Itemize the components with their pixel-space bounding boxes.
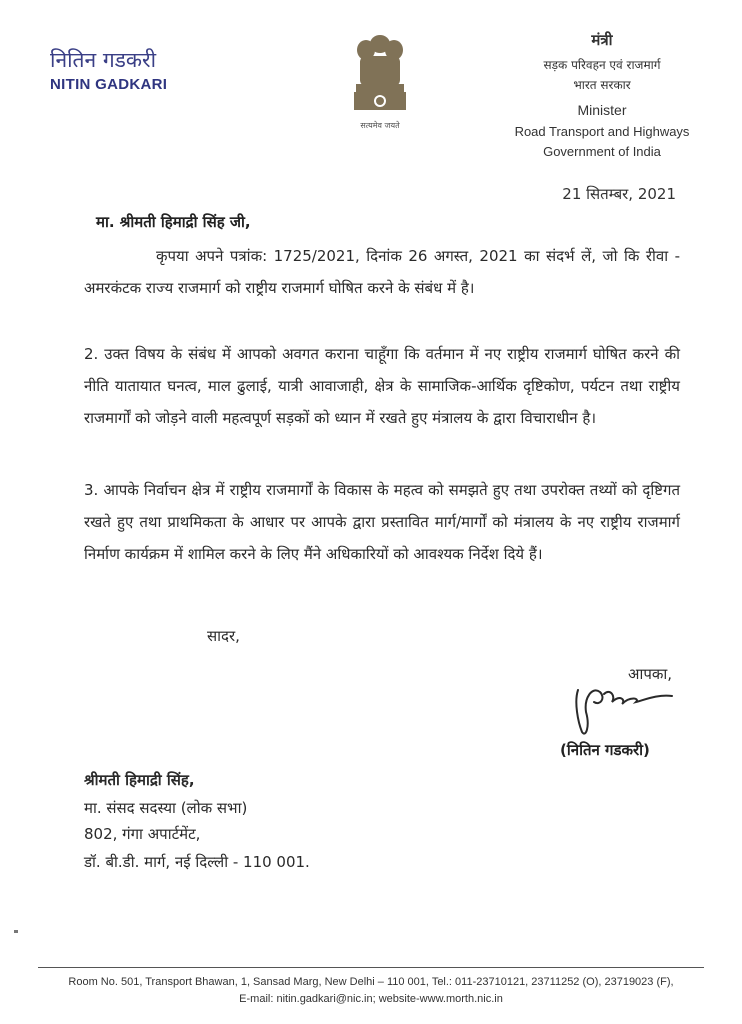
title-hindi: मंत्री (591, 31, 613, 49)
government-english: Government of India (543, 144, 661, 159)
closing: सादर, (207, 627, 240, 645)
salutation: मा. श्रीमती हिमाद्री सिंह जी, (96, 213, 251, 231)
paragraph-3: 3. आपके निर्वाचन क्षेत्र में राष्ट्रीय राजमार्गों के विकास के महत्व को समझते हुए तथा उपरोक्त तथ्यों को दृष्टिगत रखते हुए तथा प्राथमिकता के आधार पर आपके द्वारा प्रस्तावित मार्ग/मार्गों को मंत्रालय के नए राष्ट्रीय राजमार्ग निर्माण कार्यक्रम में शामिल करने के लिए मैंने अधिकारियों को आवश्यक निर्देश दिये हैं। (84, 481, 680, 563)
scan-mark (14, 930, 18, 933)
title-english: Minister (577, 102, 627, 118)
recipient-name: श्रीमती हिमाद्री सिंह, (84, 771, 195, 789)
emblem-icon (346, 26, 414, 136)
sender-name-english: NITIN GADKARI (50, 76, 168, 93)
ministry-hindi: सड़क परिवहन एवं राजमार्ग (543, 58, 661, 72)
recipient-designation: मा. संसद सदस्या (लोक सभा) (84, 799, 248, 817)
ministry-english: Road Transport and Highways (514, 124, 690, 139)
handwritten-signature (564, 672, 684, 740)
sender-name-hindi: नितिन गडकरी (50, 48, 157, 72)
paragraph-1: कृपया अपने पत्रांक: 1725/2021, दिनांक 26 अगस्त, 2021 का संदर्भ लें, जो कि रीवा - अमरकंटक राज्य राजमार्ग को राष्ट्रीय राजमार्ग घोषित करने के संबंध में है। (84, 247, 680, 297)
paragraph-2: 2. उक्त विषय के संबंध में आपको अवगत कराना चाहूँगा कि वर्तमान में नए राष्ट्रीय राजमार्ग घोषित करने की नीति यातायात घनत्व, माल ढुलाई, यात्री आवाजाही, क्षेत्र के सामाजिक-आर्थिक दृष्टिकोण, पर्यटन तथा राष्ट्रीय राजमार्गों को जोड़ने वाली महत्वपूर्ण सड़कों को ध्यान में रखते हुए मंत्रालय के द्वारा विचाराधीन है। (84, 345, 680, 427)
emblem-motto: सत्यमेव जयते (360, 121, 400, 130)
footer-contact: E-mail: nitin.gadkari@nic.in; website-www.morth.nic.in (239, 993, 503, 1005)
government-hindi: भारत सरकार (573, 78, 631, 92)
recipient-address-line-1: 802, गंगा अपार्टमेंट, (84, 825, 201, 843)
footer-address: Room No. 501, Transport Bhawan, 1, Sansad Marg, New Delhi – 110 001, Tel.: 011-23710121, 23711252 (O), 23719023 (F), (68, 976, 674, 988)
yours: आपका, (628, 665, 673, 683)
recipient-address-line-2: डॉ. बी.डी. मार्ग, नई दिल्ली - 110 001. (84, 853, 310, 871)
signatory-name: (नितिन गडकरी) (560, 741, 650, 759)
national-emblem (346, 26, 414, 136)
footer-divider (38, 967, 704, 968)
letter-date: 21 सितम्बर, 2021 (562, 185, 676, 203)
